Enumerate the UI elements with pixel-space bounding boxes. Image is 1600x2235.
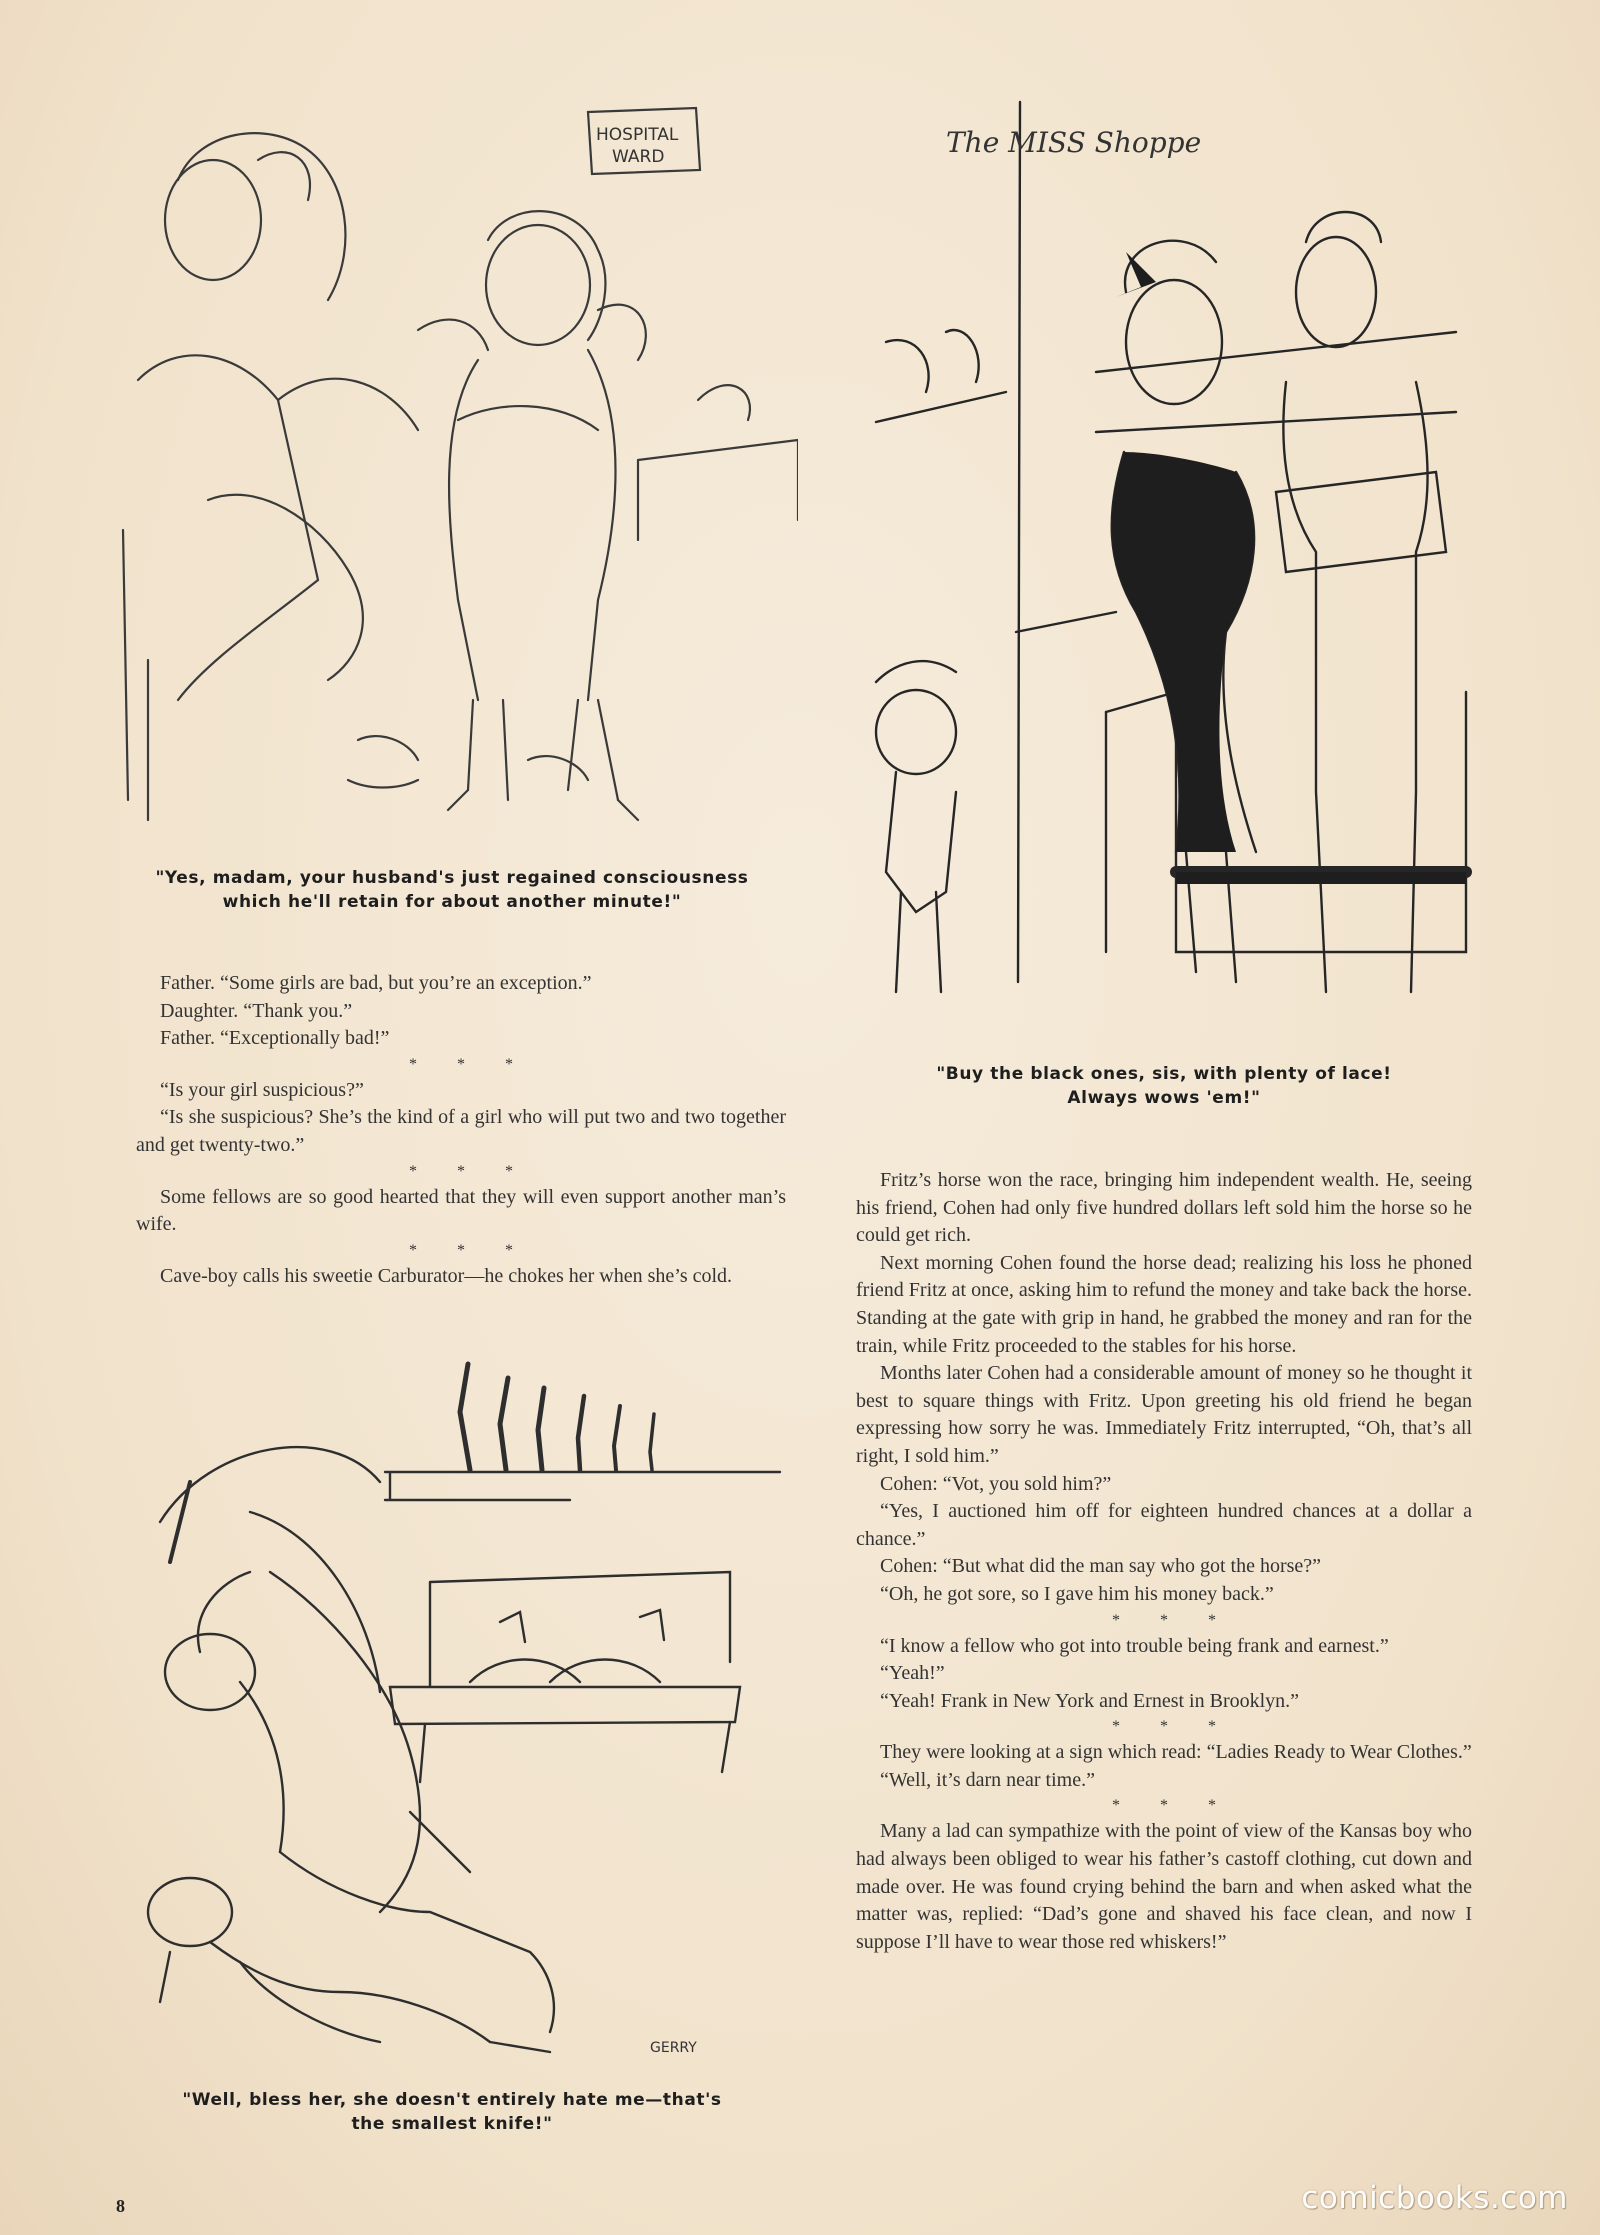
joke-paragraph: Fritz’s horse won the race, bringing him independent wealth. He, seeing his friend, Cohen had only five hundred dollars left sold him the horse so he could get rich. (856, 1169, 1472, 1247)
kitchen-caption (118, 2088, 786, 2136)
kitchen-caption-line2: the smallest knife!" (351, 2114, 553, 2134)
joke-paragraph: “Well, it’s darn near time.” (880, 1768, 1095, 1791)
page-number: 8 (116, 2196, 125, 2216)
joke-paragraph: Cohen: “But what did the man say who got the horse?” (880, 1555, 1322, 1578)
shop-caption-line1: "Buy the black ones, sis, with plenty of lace! (936, 1064, 1392, 1084)
hospital-sign-line1: HOSPITAL (596, 125, 679, 145)
section-divider: * * * (409, 1162, 531, 1180)
shop-caption-line2: Always wows 'em!" (1067, 1088, 1261, 1108)
hospital-cartoon-drawing (118, 100, 798, 840)
joke-paragraph: Next morning Cohen found the horse dead; realizing his loss he phoned friend Fritz at once, asking him to refund the money and take back the horse. Standing at the gate with grip in hand, he grabbed the money and ran for the train, while Fritz proceeded to the stables for his horse. (856, 1251, 1472, 1357)
hospital-caption (118, 866, 786, 914)
shop-cartoon-drawing (856, 92, 1476, 1002)
hospital-cartoon (118, 100, 798, 840)
dialogue-line: Father. “Some girls are bad, but you’re an exception.” (160, 972, 592, 994)
section-divider: * * * (1112, 1718, 1234, 1736)
section-divider: * * * (1112, 1797, 1234, 1815)
joke-paragraph: “Yes, I auctioned him off for eighteen hundred chances at a dollar a chance.” (856, 1500, 1472, 1550)
shop-caption (856, 1062, 1472, 1110)
hospital-caption-line2: which he'll retain for about another minute!" (222, 892, 682, 912)
section-divider: * * * (409, 1241, 531, 1259)
joke-paragraph: “I know a fellow who got into trouble being frank and earnest.” (880, 1634, 1389, 1657)
kitchen-caption-line1: "Well, bless her, she doesn't entirely hate me—that's (182, 2090, 722, 2110)
kitchen-cartoon-drawing (130, 1352, 790, 2070)
site-watermark: comicbooks.com (1301, 2180, 1568, 2216)
dialogue-line: Daughter. “Thank you.” (160, 999, 353, 1022)
joke-paragraph: “Oh, he got sore, so I gave him his money back.” (880, 1582, 1274, 1605)
hospital-sign-line2: WARD (612, 147, 665, 167)
section-divider: * * * (409, 1055, 531, 1073)
joke-paragraph: “Is she suspicious? She’s the kind of a girl who will put two and two together and get twenty-two.” (136, 1106, 786, 1156)
joke-paragraph: “Is your girl suspicious?” (160, 1078, 364, 1101)
joke-paragraph: “Yeah! Frank in New York and Ernest in Brooklyn.” (880, 1689, 1300, 1712)
shop-sign: The MISS Shoppe (946, 126, 1202, 159)
joke-paragraph: Months later Cohen had a considerable amount of money so he thought it best to square things with Fritz. Upon greeting his old friend he began expressing how sorry he was. Immediately Fritz interrupted, “Oh, that’s all right, I sold him.” (856, 1362, 1472, 1467)
shop-cartoon (856, 92, 1476, 1002)
kitchen-cartoon (130, 1352, 790, 2070)
left-column-text (136, 970, 786, 1290)
kitchen-signature: GERRY (650, 2040, 697, 2056)
joke-paragraph: Many a lad can sympathize with the point of view of the Kansas boy who had always been obliged to wear his father’s castoff clothing, cut down and made over. He was found crying behind the barn and when asked what the matter was, replied: “Dad’s gone and shaved his face clean, and now I suppose I’ll have to wear those red whiskers!” (856, 1820, 1472, 1953)
joke-paragraph: They were looking at a sign which read: “Ladies Ready to Wear Clothes.” (880, 1741, 1472, 1764)
joke-paragraph: Some fellows are so good hearted that they will even support another man’s wife. (136, 1185, 786, 1236)
joke-paragraph: Cave-boy calls his sweetie Carburator—he chokes her when she’s cold. (160, 1264, 733, 1287)
hospital-caption-line1: "Yes, madam, your husband's just regained consciousness (155, 868, 749, 888)
section-divider: * * * (1112, 1611, 1234, 1629)
dialogue-line: Father. “Exceptionally bad!” (160, 1027, 390, 1050)
right-column-text (856, 1167, 1472, 1956)
joke-paragraph: Cohen: “Vot, you sold him?” (880, 1472, 1112, 1495)
joke-paragraph: “Yeah!” (880, 1662, 945, 1685)
